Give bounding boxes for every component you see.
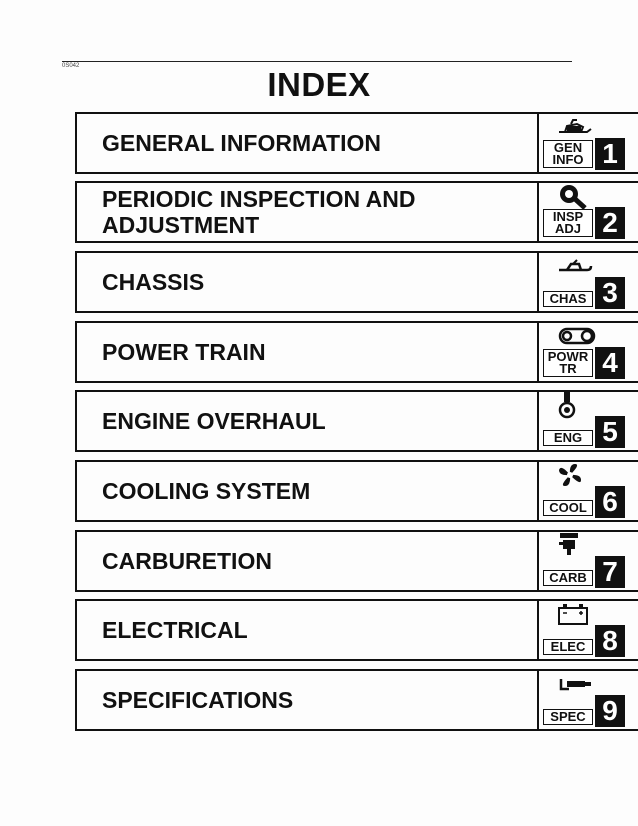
index-row-periodic-inspection[interactable]	[75, 181, 638, 243]
fan-icon	[557, 462, 583, 488]
index-row-engine-overhaul[interactable]	[75, 390, 638, 452]
carburetor-icon	[557, 531, 581, 559]
tab-number: 6	[595, 486, 625, 518]
section-tab[interactable]	[537, 599, 638, 661]
section-label: COOLING SYSTEM	[102, 478, 311, 504]
index-row-general-information[interactable]	[75, 112, 638, 174]
section-label: CARBURETION	[102, 548, 272, 574]
section-label: ENGINE OVERHAUL	[102, 408, 326, 434]
index-row-chassis[interactable]	[75, 251, 638, 313]
tab-number: 3	[595, 277, 625, 309]
tab-label: GEN INFO	[543, 140, 593, 168]
section-label: ELECTRICAL	[102, 617, 248, 643]
tab-number: 1	[595, 138, 625, 170]
tab-number: 5	[595, 416, 625, 448]
section-tab[interactable]	[537, 321, 638, 383]
section-tab[interactable]	[537, 181, 638, 243]
index-row-specifications[interactable]	[75, 669, 638, 731]
page-title: INDEX	[267, 66, 371, 103]
section-tab[interactable]	[537, 390, 638, 452]
top-rule	[62, 61, 572, 62]
section-label: PERIODIC INSPECTION AND ADJUSTMENT	[102, 186, 416, 238]
page-code: 0S042	[62, 63, 80, 69]
section-tab[interactable]	[537, 530, 638, 592]
gauge-tool-icon	[557, 675, 593, 693]
index-row-power-train[interactable]	[75, 321, 638, 383]
tab-number: 9	[595, 695, 625, 727]
tab-label: ELEC	[543, 639, 593, 655]
section-label: SPECIFICATIONS	[102, 687, 294, 713]
piston-icon	[557, 391, 577, 419]
section-tab[interactable]	[537, 460, 638, 522]
tab-number: 2	[595, 207, 625, 239]
battery-icon	[557, 602, 589, 626]
section-label: CHASSIS	[102, 269, 205, 295]
tab-number: 4	[595, 347, 625, 379]
tab-number: 7	[595, 556, 625, 588]
tab-number: 8	[595, 625, 625, 657]
tab-label: CARB	[543, 570, 593, 586]
index-row-electrical[interactable]	[75, 599, 638, 661]
index-row-cooling-system[interactable]	[75, 460, 638, 522]
section-tab[interactable]	[537, 251, 638, 313]
tab-label: SPEC	[543, 709, 593, 725]
tab-label: ENG	[543, 430, 593, 446]
tab-label: INSP ADJ	[543, 209, 593, 237]
section-label: POWER TRAIN	[102, 339, 266, 365]
section-tab[interactable]	[537, 669, 638, 731]
section-tab[interactable]	[537, 112, 638, 174]
pulley-belt-icon	[557, 326, 597, 346]
tab-label: COOL	[543, 500, 593, 516]
index-row-carburetion[interactable]	[75, 530, 638, 592]
tab-label: CHAS	[543, 291, 593, 307]
wrench-icon	[557, 183, 587, 209]
ski-chassis-icon	[557, 258, 593, 274]
snowmobile-icon	[557, 118, 593, 136]
section-label: GENERAL INFORMATION	[102, 130, 381, 156]
tab-label: POWR TR	[543, 349, 593, 377]
